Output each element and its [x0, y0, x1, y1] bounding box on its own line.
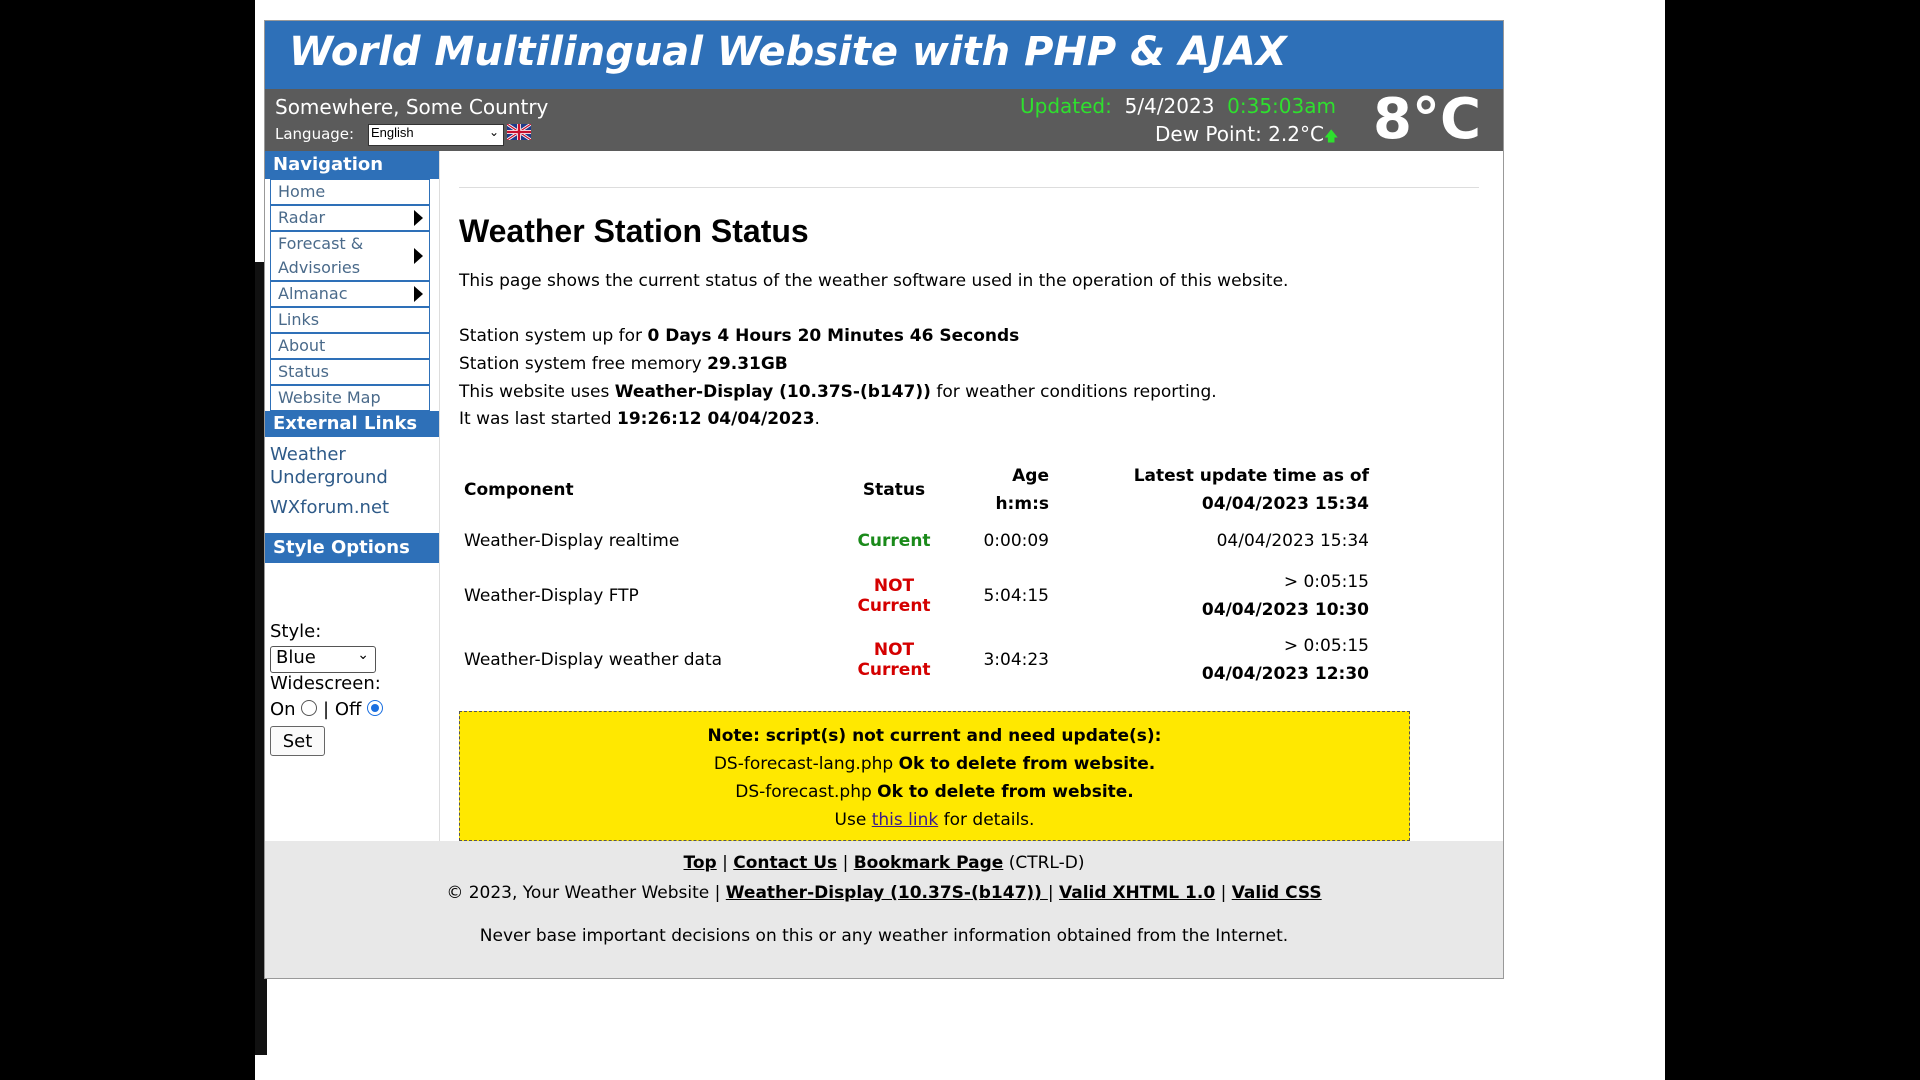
separator: |	[714, 883, 721, 903]
cell-latest	[1054, 564, 1374, 628]
status-badge: NOT Current	[857, 576, 931, 616]
started-value: 19:26:12 04/04/2023	[616, 409, 815, 429]
update-note	[459, 711, 1410, 841]
cell-component: Weather-Display weather data	[464, 650, 723, 670]
link-text: Weather	[270, 444, 346, 465]
widescreen-off-radio[interactable]	[367, 700, 383, 716]
memory-label: Station system free memory	[459, 354, 702, 374]
weather-display-link[interactable]: Weather-Display (10.37S-(b147))	[725, 883, 1048, 903]
memory-line	[459, 354, 788, 374]
intro-text: This page shows the current status of the weather software used in the operation of this website.	[459, 271, 1289, 291]
nav-item-label: Advisories	[278, 258, 361, 277]
header-banner	[265, 21, 1503, 89]
caret-right-icon	[414, 210, 423, 226]
cell-latest-line2: 04/04/2023 10:30	[1201, 600, 1369, 620]
header-latest-line2: 04/04/2023 15:34	[1201, 494, 1369, 514]
nav-item-radar[interactable]	[270, 205, 430, 231]
note-use-post: for details.	[943, 810, 1035, 830]
cell-age: 0:00:09	[983, 531, 1049, 551]
status-badge: Current	[857, 531, 931, 551]
cell-latest-line1: 04/04/2023 15:34	[1216, 531, 1369, 551]
browser-page	[255, 0, 1665, 1080]
cell-latest-line2: 04/04/2023 12:30	[1201, 664, 1369, 684]
temperature: 8°C	[1373, 87, 1482, 152]
language-select[interactable]	[368, 124, 504, 146]
separator: |	[842, 853, 849, 873]
software-post: for weather conditions reporting.	[936, 382, 1217, 402]
details-link[interactable]: this link	[871, 810, 939, 830]
divider	[459, 187, 1479, 188]
nav-item-label: About	[278, 336, 326, 355]
nav-item-status[interactable]	[270, 359, 430, 385]
nav-item-website-map[interactable]	[270, 385, 430, 411]
page-title: Weather Station Status	[459, 213, 809, 249]
valid-css-link[interactable]: Valid CSS	[1231, 883, 1322, 903]
nav-item-label: Status	[278, 362, 329, 381]
note-message: Ok to delete from website.	[898, 754, 1156, 774]
dew-point-text: Dew Point: 2.2°C	[1155, 122, 1324, 146]
top-link[interactable]: Top	[683, 853, 717, 873]
table-row	[459, 518, 1374, 564]
started-label: It was last started	[459, 409, 612, 429]
copyright-text: © 2023, Your Weather Website	[446, 883, 710, 903]
cell-latest	[1054, 628, 1374, 692]
location-text: Somewhere, Some Country	[275, 95, 549, 119]
caret-right-icon	[414, 286, 423, 302]
chevron-down-icon: ⌄	[488, 125, 499, 139]
valid-xhtml-link[interactable]: Valid XHTML 1.0	[1059, 883, 1216, 903]
cell-latest	[1054, 518, 1374, 564]
header-age-line2: h:m:s	[995, 494, 1049, 514]
note-file: DS-forecast.php	[735, 782, 872, 802]
header-bar	[265, 89, 1503, 151]
software-pre: This website uses	[459, 382, 610, 402]
updated-date: 5/4/2023	[1124, 94, 1215, 118]
chevron-down-icon: ⌄	[357, 647, 369, 663]
style-options-heading: Style Options	[265, 533, 439, 563]
footer	[265, 841, 1503, 978]
note-title: Note: script(s) not current and need update(s):	[707, 726, 1162, 746]
bookmark-hint: (CTRL-D)	[1008, 853, 1085, 873]
caret-right-icon	[414, 248, 423, 264]
cell-component: Weather-Display FTP	[464, 586, 639, 606]
software-line	[459, 382, 1217, 402]
updated-label: Updated:	[1020, 94, 1112, 118]
separator: |	[1220, 883, 1227, 903]
header-latest	[1054, 462, 1374, 518]
bookmark-link[interactable]: Bookmark Page	[853, 853, 1004, 873]
note-use-pre: Use	[834, 810, 867, 830]
arrow-up-icon: 🡅	[1323, 129, 1339, 145]
table-row	[459, 628, 1374, 692]
language-value: English	[371, 125, 414, 140]
header-age	[954, 462, 1054, 518]
link-weather-underground[interactable]	[270, 443, 388, 489]
nav-item-label: Forecast &	[278, 234, 364, 253]
link-wxforum[interactable]: WXforum.net	[270, 497, 390, 518]
nav-item-forecast[interactable]	[270, 231, 430, 281]
widescreen-label: Widescreen:	[270, 673, 381, 694]
style-label: Style:	[270, 621, 322, 642]
updated-time: 0:35:03am	[1227, 94, 1336, 118]
uptime-line	[459, 326, 1019, 346]
site-title: World Multilingual Website with PHP & AJAX	[289, 29, 1287, 75]
nav-item-links[interactable]	[270, 307, 430, 333]
cell-age: 5:04:15	[983, 586, 1049, 606]
software-value: Weather-Display (10.37S-(b147))	[614, 382, 931, 402]
header-latest-line1: Latest update time as of	[1133, 466, 1369, 486]
disclaimer-text: Never base important decisions on this or any weather information obtained from the Internet.	[479, 926, 1289, 946]
on-label: On	[270, 699, 296, 720]
external-links-heading: External Links	[265, 411, 439, 437]
dew-point	[1155, 122, 1338, 150]
nav-item-home[interactable]	[270, 179, 430, 205]
separator: |	[722, 853, 728, 873]
note-message: Ok to delete from website.	[877, 782, 1134, 802]
started-line	[459, 409, 820, 429]
widescreen-on-radio[interactable]	[301, 700, 317, 716]
nav-item-label: Links	[278, 310, 320, 329]
footer-links-row	[265, 853, 1503, 873]
uk-flag-icon[interactable]	[507, 124, 531, 140]
separator: |	[1047, 883, 1054, 903]
header-age-line1: Age	[1012, 466, 1049, 486]
uptime-value: 0 Days 4 Hours 20 Minutes 46 Seconds	[647, 326, 1020, 346]
nav-item-label: Home	[278, 182, 326, 201]
style-value: Blue	[276, 647, 316, 668]
cell-latest-line1: > 0:05:15	[1283, 636, 1369, 656]
status-badge: NOT Current	[857, 640, 931, 680]
header-status: Status	[862, 480, 926, 500]
nav-item-label: Website Map	[278, 388, 381, 407]
updated-status	[1020, 94, 1336, 118]
sidebar	[265, 151, 440, 844]
uptime-label: Station system up for	[459, 326, 643, 346]
nav-item-label: Almanac	[278, 284, 348, 303]
widescreen-options	[270, 699, 383, 720]
table-header-row	[459, 462, 1374, 518]
status-table	[459, 462, 1374, 692]
nav-item-label: Radar	[278, 208, 326, 227]
cell-component: Weather-Display realtime	[464, 531, 680, 551]
started-post: .	[814, 409, 820, 429]
table-row	[459, 564, 1374, 628]
off-label: | Off	[323, 699, 362, 720]
footer-credits-row	[265, 883, 1503, 903]
link-text: Underground	[270, 467, 388, 488]
memory-value: 29.31GB	[707, 354, 788, 374]
cell-latest-line1: > 0:05:15	[1283, 572, 1369, 592]
style-select[interactable]	[270, 646, 376, 673]
cell-age: 3:04:23	[983, 650, 1049, 670]
nav-item-about[interactable]	[270, 333, 430, 359]
site-wrapper	[264, 20, 1504, 979]
nav-item-almanac[interactable]	[270, 281, 430, 307]
set-button[interactable]: Set	[270, 726, 325, 756]
language-label: Language:	[275, 125, 355, 143]
contact-link[interactable]: Contact Us	[733, 853, 838, 873]
header-component: Component	[464, 480, 574, 500]
nav-heading: Navigation	[265, 151, 439, 179]
note-file: DS-forecast-lang.php	[713, 754, 894, 774]
